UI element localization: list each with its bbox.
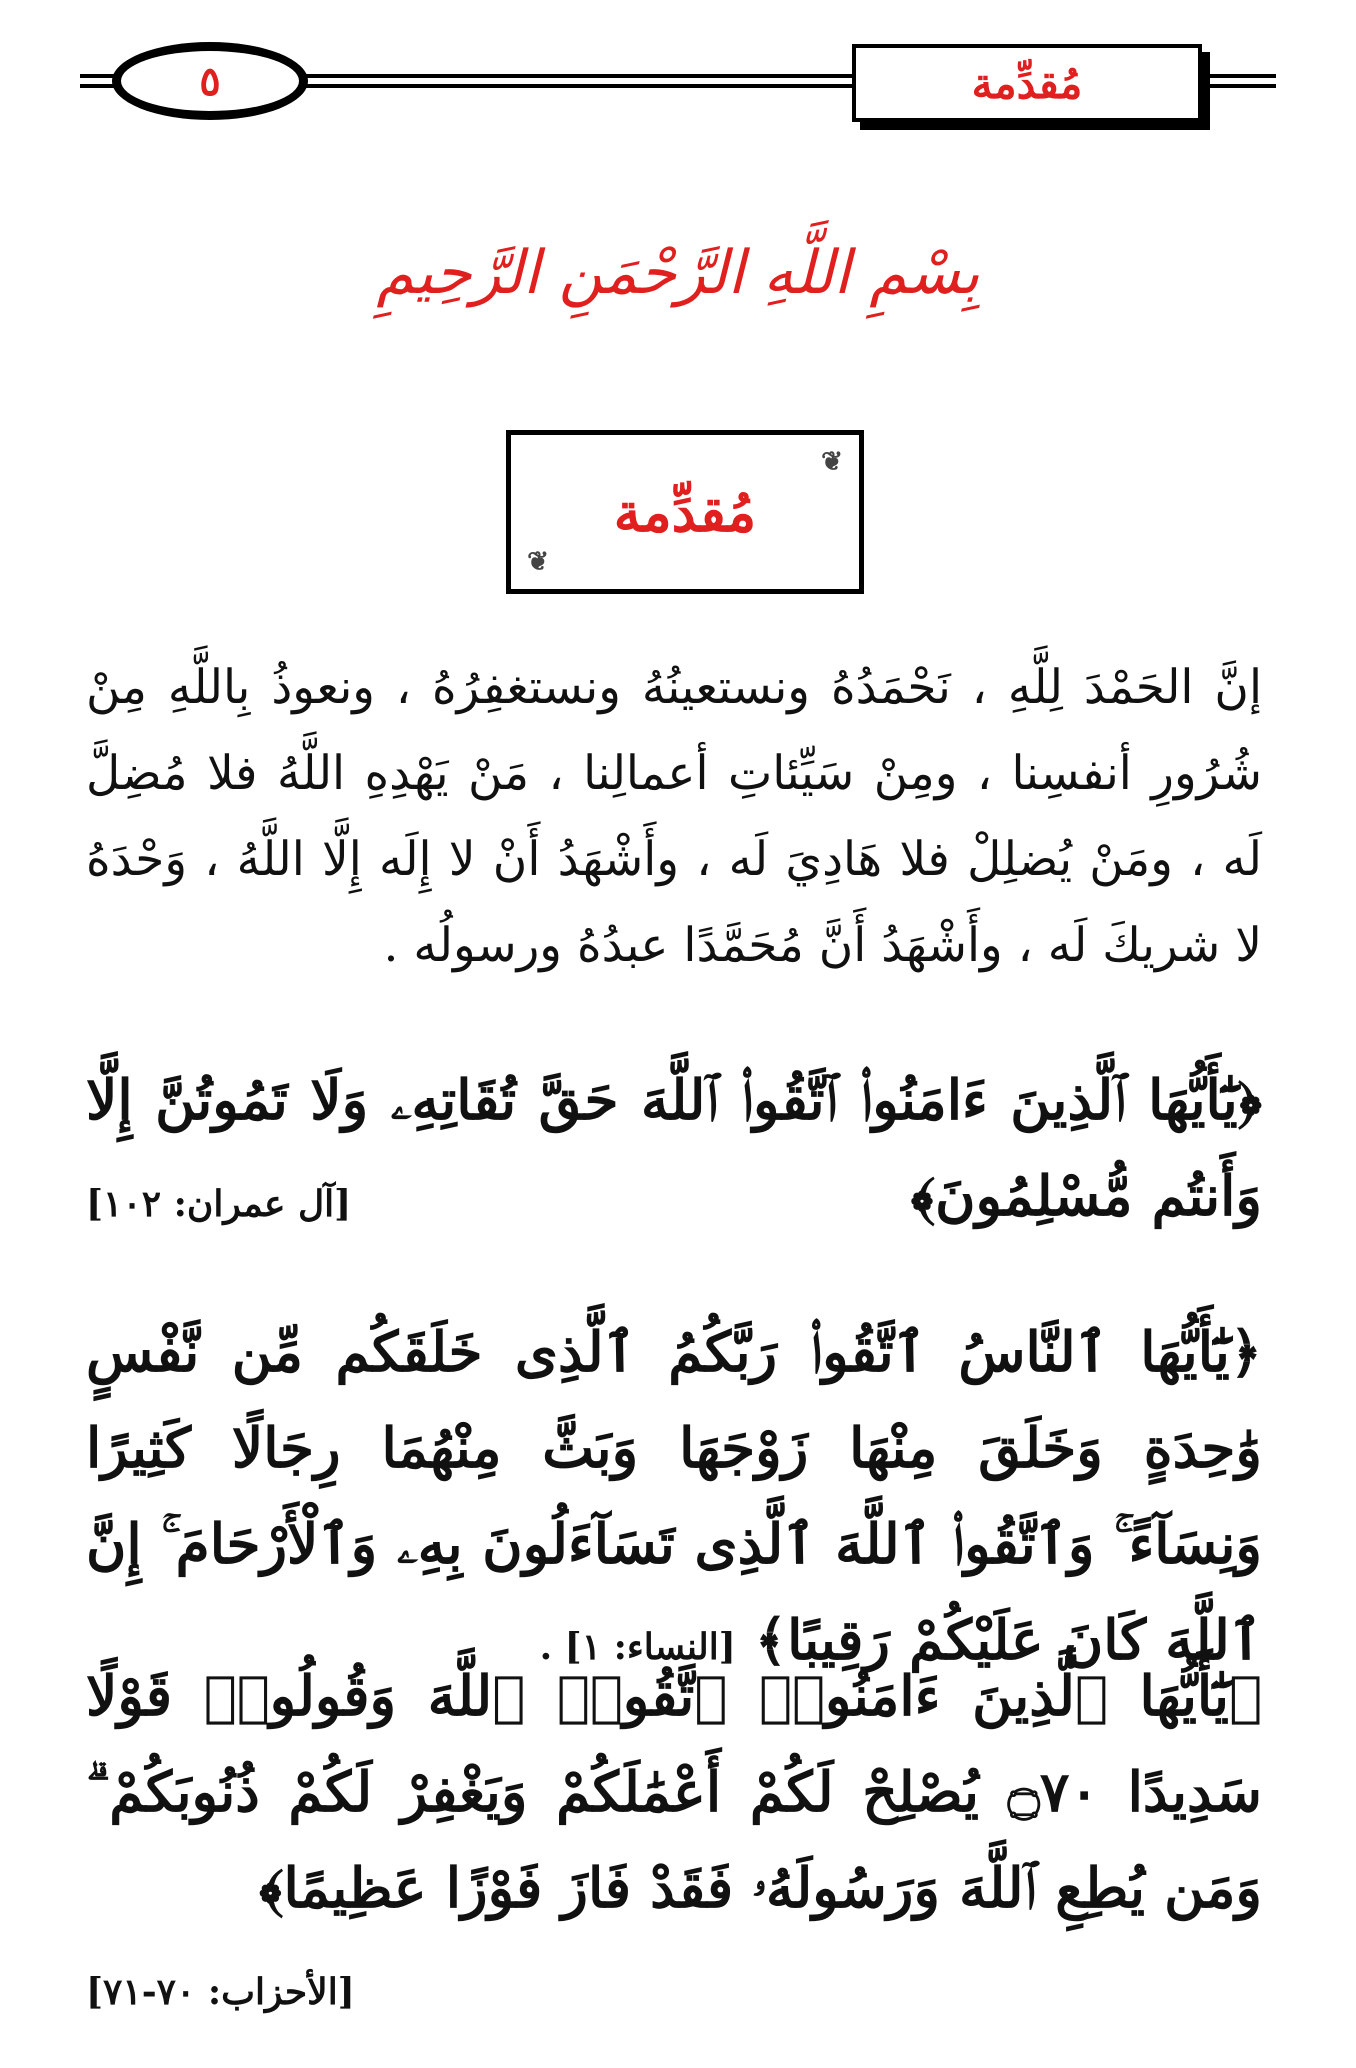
verse-reference: [الأحزاب: ٧٠-٧١] <box>86 1971 355 2013</box>
verse-reference: [النساء: ١] . <box>539 1626 736 1668</box>
verse-block <box>86 1052 1262 1252</box>
verse-reference: [آل عمران: ١٠٢] <box>86 1183 352 1225</box>
page-number: ٥ <box>112 42 308 120</box>
corner-ornament-icon: ❦ <box>527 547 549 577</box>
verse-block <box>86 1304 1262 1695</box>
intro-paragraph: إنَّ الحَمْدَ لِلَّهِ ، نَحْمَدُهُ ونستعينُهُ ونستغفِرُهُ ، ونعوذُ بِاللَّهِ مِنْ شُرُورِ أنفسِنا ، ومِنْ سَيِّئاتِ أعمالِنا ، مَنْ يَهْدِهِ اللَّهُ فلا مُضِلَّ لَه ، ومَنْ يُضلِلْ فلا هَادِيَ لَه ، وأَشْهَدُ أَنْ لا إِلَه إِلَّا اللَّهُ ، وَحْدَهُ لا شريكَ لَه ، وأَشْهَدُ أَنَّ مُحَمَّدًا عبدُهُ ورسولُه . <box>86 660 1262 973</box>
basmala: بِسْمِ اللَّهِ الرَّحْمَنِ الرَّحِيمِ <box>376 238 980 308</box>
verse-text: ﴿يَٰٓأَيُّهَا ٱلنَّاسُ ٱتَّقُوا۟ رَبَّكُمُ ٱلَّذِى خَلَقَكُم مِّن نَّفْسٍ وَٰحِدَةٍ وَخَلَقَ مِنْهَا زَوْجَهَا وَبَثَّ مِنْهُمَا رِجَالًا كَثِيرًا وَنِسَآءً ۚ وَٱتَّقُوا۟ ٱللَّهَ ٱلَّذِى تَسَآءَلُونَ بِهِۦ وَٱلْأَرْحَامَ ۚ إِنَّ ٱللَّهَ كَانَ عَلَيْكُمْ رَقِيبًا﴾ <box>86 1319 1262 1672</box>
page-header <box>0 0 1356 140</box>
verse-block <box>86 1648 1262 2040</box>
corner-ornament-icon: ❦ <box>821 447 843 477</box>
verse-text: ﴿يَٰٓأَيُّهَا ٱلَّذِينَ ءَامَنُوا۟ ٱتَّقُوا۟ ٱللَّهَ وَقُولُوا۟ قَوْلًا سَدِيدًا ۝٧٠ يُصْلِحْ لَكُمْ أَعْمَٰلَكُمْ وَيَغْفِرْ لَكُمْ ذُنُوبَكُمْ ۗ وَمَن يُطِعِ ٱللَّهَ وَرَسُولَهُۥ فَقَدْ فَازَ فَوْزًا عَظِيمًا﴾ <box>86 1663 1262 1920</box>
verse-text: ﴿يَٰٓأَيُّهَا ٱلَّذِينَ ءَامَنُوا۟ ٱتَّقُوا۟ ٱللَّهَ حَقَّ تُقَاتِهِۦ وَلَا تَمُوتُنَّ إِلَّا وَأَنتُم مُّسْلِمُونَ﴾ <box>86 1067 1262 1228</box>
running-title: مُقدِّمة <box>852 44 1202 122</box>
section-title-frame <box>506 430 864 594</box>
section-title: مُقدِّمة <box>613 480 757 544</box>
